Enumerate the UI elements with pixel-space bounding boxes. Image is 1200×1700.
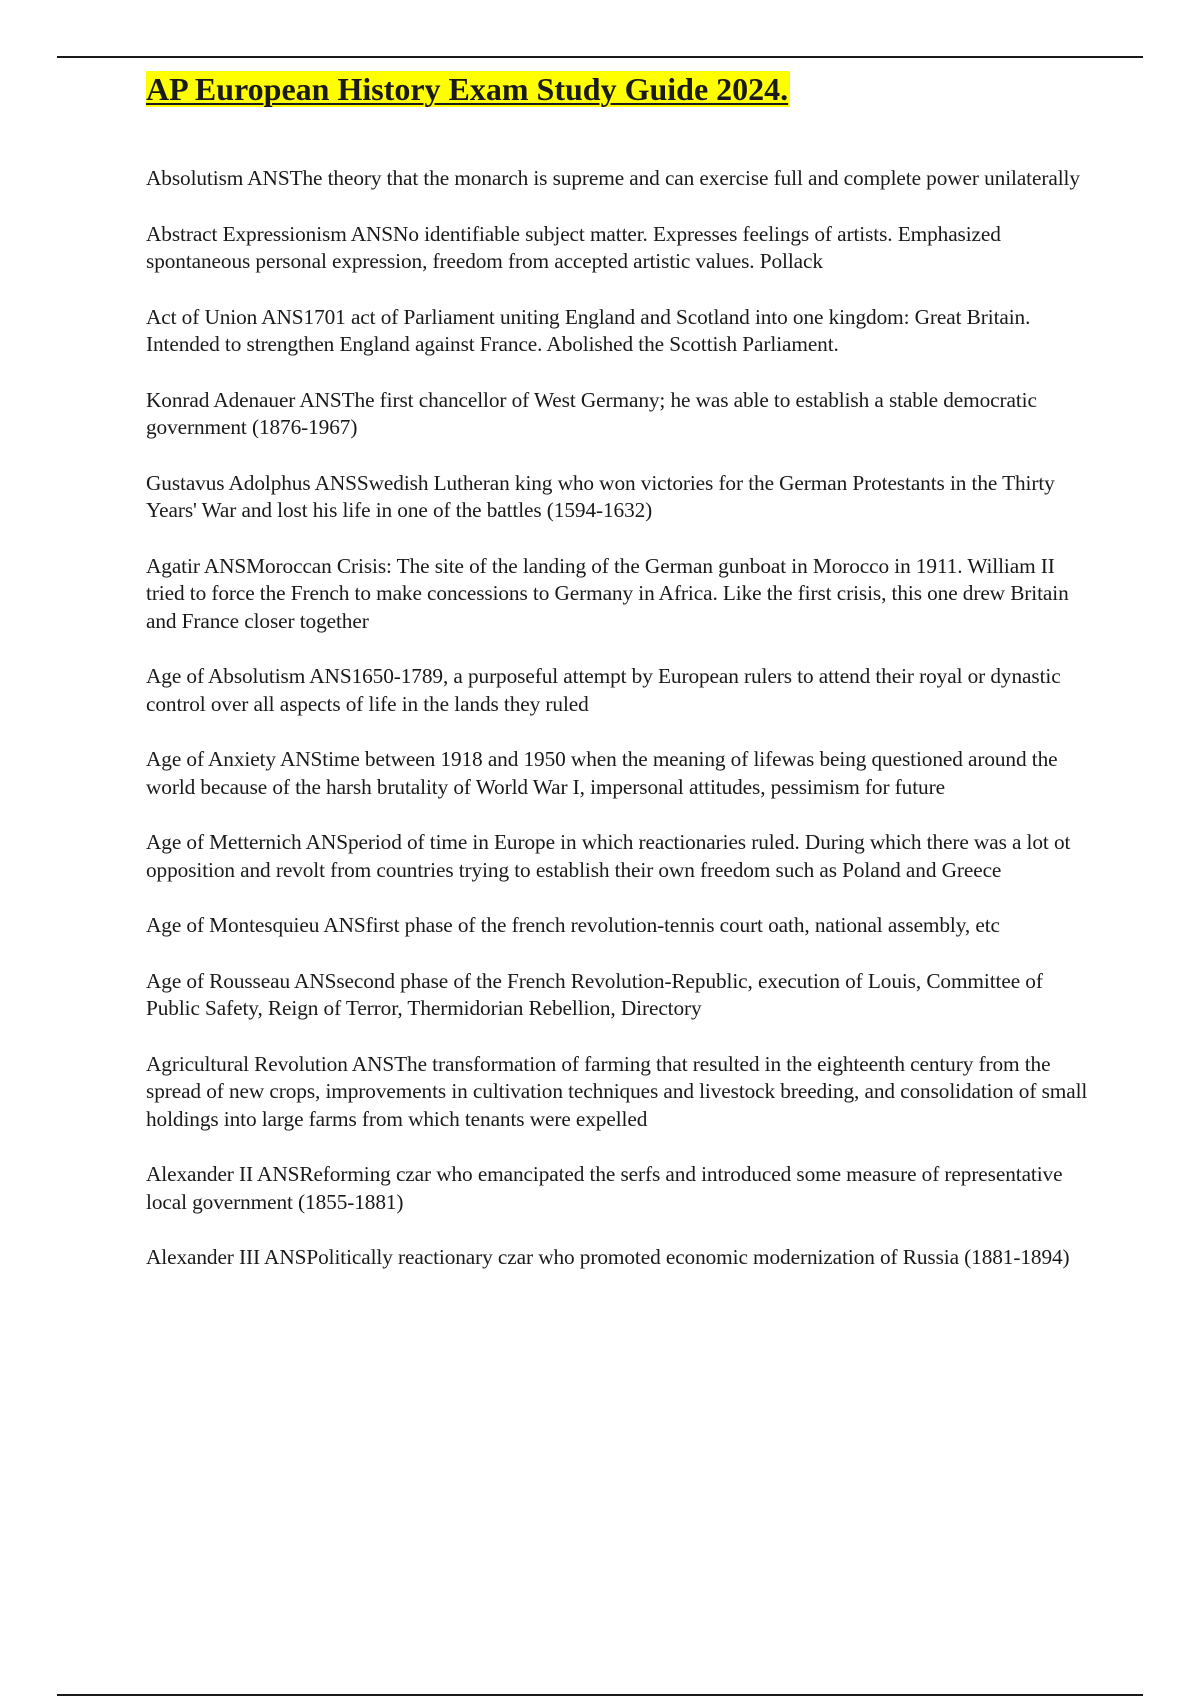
page-title	[146, 66, 1096, 112]
glossary-entry: Agricultural Revolution ANSThe transformation of farming that resulted in the eighteenth century from the spread of new crops, improvements in cultivation techniques and livestock breeding, and consolidation of small holdings into large farms from which tenants were expelled	[146, 1051, 1088, 1131]
top-rule	[57, 56, 1143, 58]
glossary-entry: Agatir ANSMoroccan Crisis: The site of the landing of the German gunboat in Morocco in 1911. William II tried to force the French to make concessions to Germany in Africa. Like the first crisis, this one drew Britain and France closer together	[146, 553, 1069, 633]
glossary-entry: Act of Union ANS1701 act of Parliament uniting England and Scotland into one kingdom: Great Britain. Intended to strengthen England against France. Abolished the Scottish Parliament.	[146, 304, 1031, 356]
glossary-entry: Age of Rousseau ANSsecond phase of the French Revolution-Republic, execution of Louis, Committee of Public Safety, Reign of Terror, Thermidorian Rebellion, Directory	[146, 968, 1043, 1020]
glossary-entry: Age of Absolutism ANS1650-1789, a purposeful attempt by European rulers to attend their royal or dynastic control over all aspects of life in the lands they ruled	[146, 664, 1061, 716]
title-highlight: AP European History Exam Study Guide 2024.	[146, 71, 789, 107]
glossary-entry: Konrad Adenauer ANSThe first chancellor of West Germany; he was able to establish a stable democratic government (1876-1967)	[146, 387, 1037, 439]
glossary-entry: Absolutism ANSThe theory that the monarch is supreme and can exercise full and complete power unilaterally	[146, 166, 1080, 190]
glossary-entry: Age of Montesquieu ANSfirst phase of the french revolution-tennis court oath, national assembly, etc	[146, 913, 1000, 937]
glossary-entry: Gustavus Adolphus ANSSwedish Lutheran king who won victories for the German Protestants in the Thirty Years' War and lost his life in one of the battles (1594-1632)	[146, 470, 1055, 522]
bottom-rule	[57, 1694, 1143, 1696]
glossary-entry: Abstract Expressionism ANSNo identifiable subject matter. Expresses feelings of artists. Emphasized spontaneous personal expression, freedom from accepted artistic values. Pollack	[146, 221, 1001, 273]
glossary-entry: Age of Metternich ANSperiod of time in Europe in which reactionaries ruled. During which there was a lot ot opposition and revolt from countries trying to establish their own freedom such as Poland and Greece	[146, 830, 1071, 882]
document-body	[146, 66, 1096, 1300]
glossary-entry: Alexander II ANSReforming czar who emancipated the serfs and introduced some measure of representative local government (1855-1881)	[146, 1162, 1063, 1214]
glossary-entry: Alexander III ANSPolitically reactionary czar who promoted economic modernization of Russia (1881-1894)	[146, 1245, 1070, 1269]
glossary-entry: Age of Anxiety ANStime between 1918 and 1950 when the meaning of lifewas being questioned around the world because of the harsh brutality of World War I, impersonal attitudes, pessimism for future	[146, 747, 1058, 799]
